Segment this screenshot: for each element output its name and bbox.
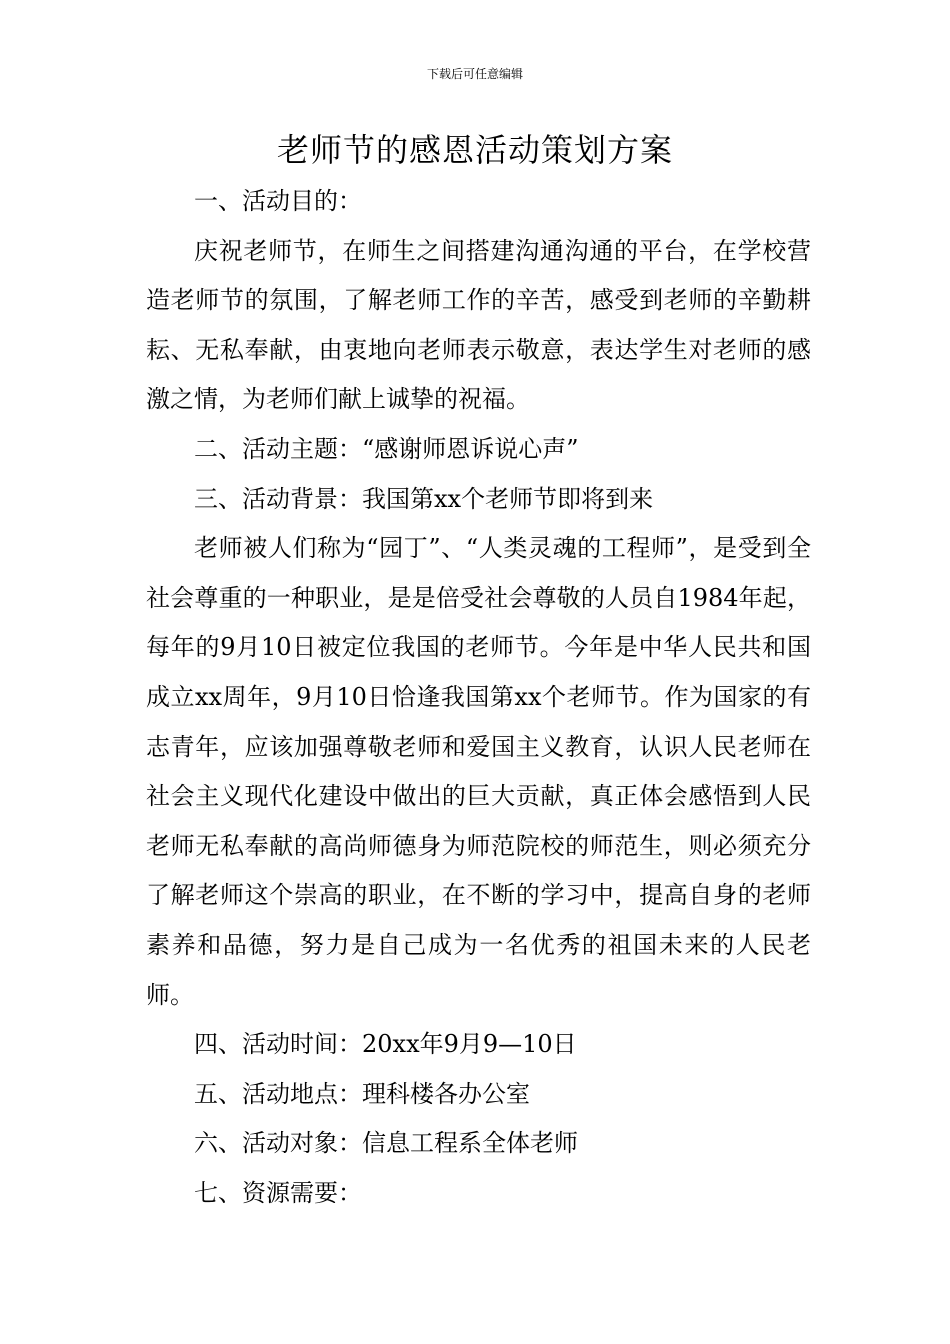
section-location: 五、活动地点：理科楼各办公室 [194, 1079, 530, 1108]
document-title: 老师节的感恩活动策划方案 [276, 131, 673, 169]
section-audience: 六、活动对象：信息工程系全体老师 [194, 1129, 578, 1158]
section-purpose-heading: 一、活动目的： [194, 187, 362, 215]
paragraph-purpose: 庆祝老师节，在师生之间搭建沟通沟通的平台，在学校营造老师节的氛围，了解老师工作的辛苦，感受到老师的辛勤耕耘、无私奉献，由衷地向老师表示敬意，表达学生对老师的感激之情，为老师们献上诚挚的祝福。 [146, 236, 811, 414]
document-body [146, 177, 811, 1218]
section-time: 四、活动时间：20xx年9月9—10日 [194, 1030, 577, 1059]
header-note: 下载后可任意编辑 [426, 67, 523, 81]
section-resources-heading: 七、资源需要： [194, 1178, 362, 1207]
section-theme: 二、活动主题：“感谢师恩诉说心声” [194, 434, 579, 463]
paragraph-background: 老师被人们称为“园丁”、“人类灵魂的工程师”，是受到全社会尊重的一种职业，是是倍受社会尊敬的人员自1984年起，每年的9月10日被定位我国的老师节。今年是中华人民共和国成立xx周年，9月10日恰逢我国第xx个老师节。作为国家的有志青年，应该加强尊敬老师和爱国主义教育，认识人民老师在社会主义现代化建设中做出的巨大贡献，真正体会感悟到人民老师无私奉献的高尚师德身为师范院校的师范生，则必须充分了解老师这个崇高的职业，在不断的学习中，提高自身的老师素养和品德，努力是自己成为一名优秀的祖国未来的人民老师。 [146, 534, 811, 1009]
section-background-heading: 三、活动背景：我国第xx个老师节即将到来 [194, 484, 654, 513]
